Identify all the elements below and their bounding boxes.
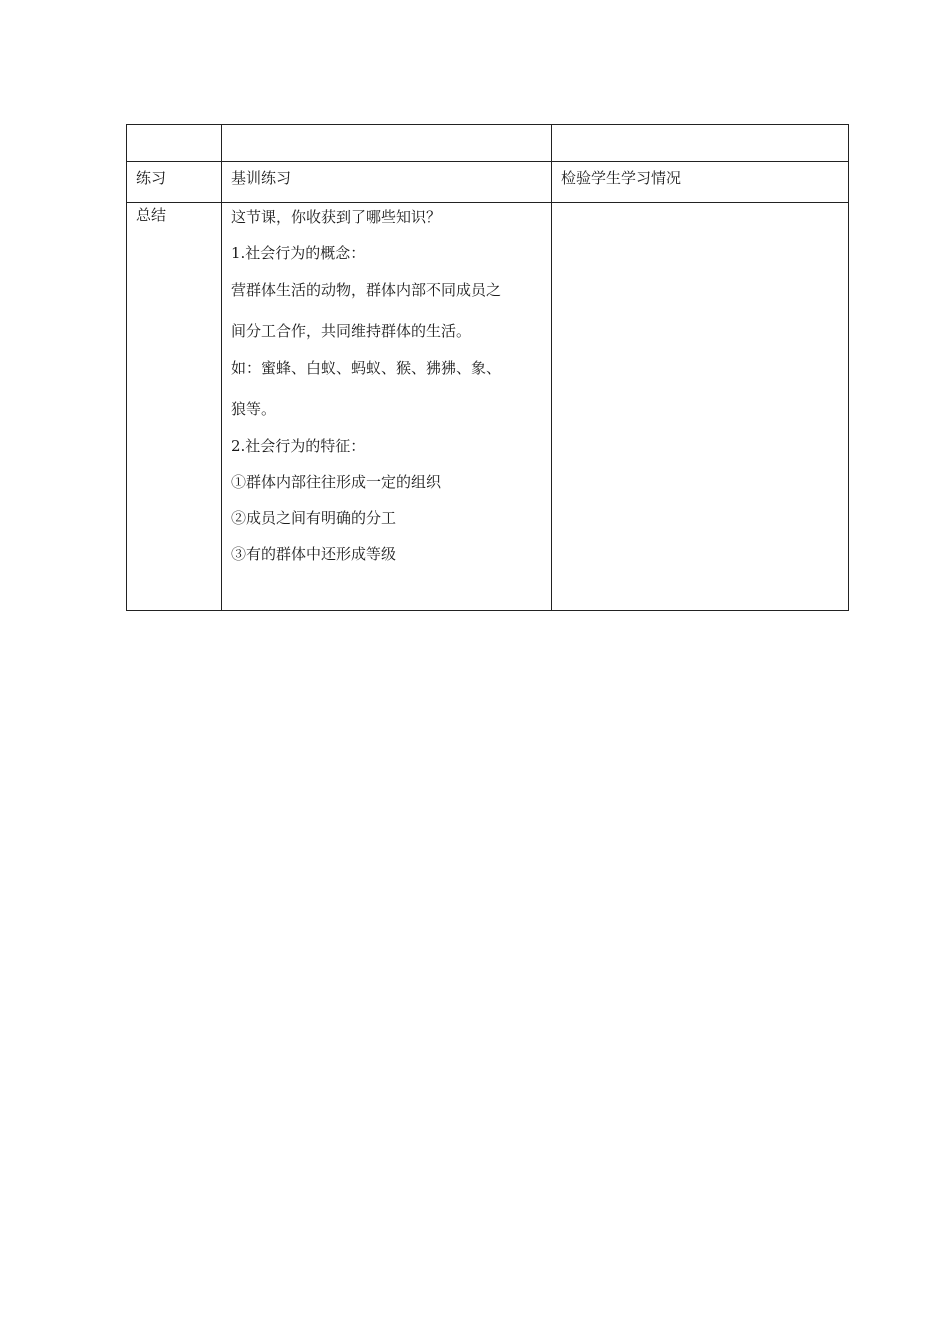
summary-label-cell <box>127 203 222 611</box>
lesson-table <box>126 124 849 611</box>
summary-purpose-cell <box>552 203 849 611</box>
concept-definition-line-1: 营群体生活的动物，群体内部不同成员之 <box>231 281 502 299</box>
feature-item-3: ③有的群体中还形成等级 <box>231 545 397 563</box>
practice-label-cell <box>127 162 222 203</box>
blank-cell-3 <box>552 125 849 162</box>
table-row-blank <box>127 125 849 162</box>
features-heading: 2.社会行为的特征： <box>231 437 366 455</box>
examples-line-1: 如：蜜蜂、白蚁、蚂蚁、猴、狒狒、象、 <box>231 359 502 377</box>
practice-label: 练习 <box>136 169 167 187</box>
concept-definition-line-2: 间分工合作，共同维持群体的生活。 <box>231 322 472 340</box>
practice-purpose-cell <box>552 162 849 203</box>
summary-content-cell <box>222 203 552 611</box>
summary-label: 总结 <box>136 206 167 224</box>
blank-cell-1 <box>127 125 222 162</box>
practice-content: 基训练习 <box>231 169 292 187</box>
table-row-summary <box>127 203 849 611</box>
practice-purpose: 检验学生学习情况 <box>561 169 682 187</box>
examples-line-2: 狼等。 <box>231 400 277 418</box>
feature-item-1: ①群体内部往往形成一定的组织 <box>231 473 442 491</box>
practice-content-cell <box>222 162 552 203</box>
feature-item-2: ②成员之间有明确的分工 <box>231 509 397 527</box>
summary-question: 这节课，你收获到了哪些知识？ <box>231 208 442 226</box>
summary-content <box>222 203 551 564</box>
blank-cell-2 <box>222 125 552 162</box>
concept-heading: 1.社会行为的概念： <box>231 244 366 262</box>
table-row-practice <box>127 162 849 203</box>
